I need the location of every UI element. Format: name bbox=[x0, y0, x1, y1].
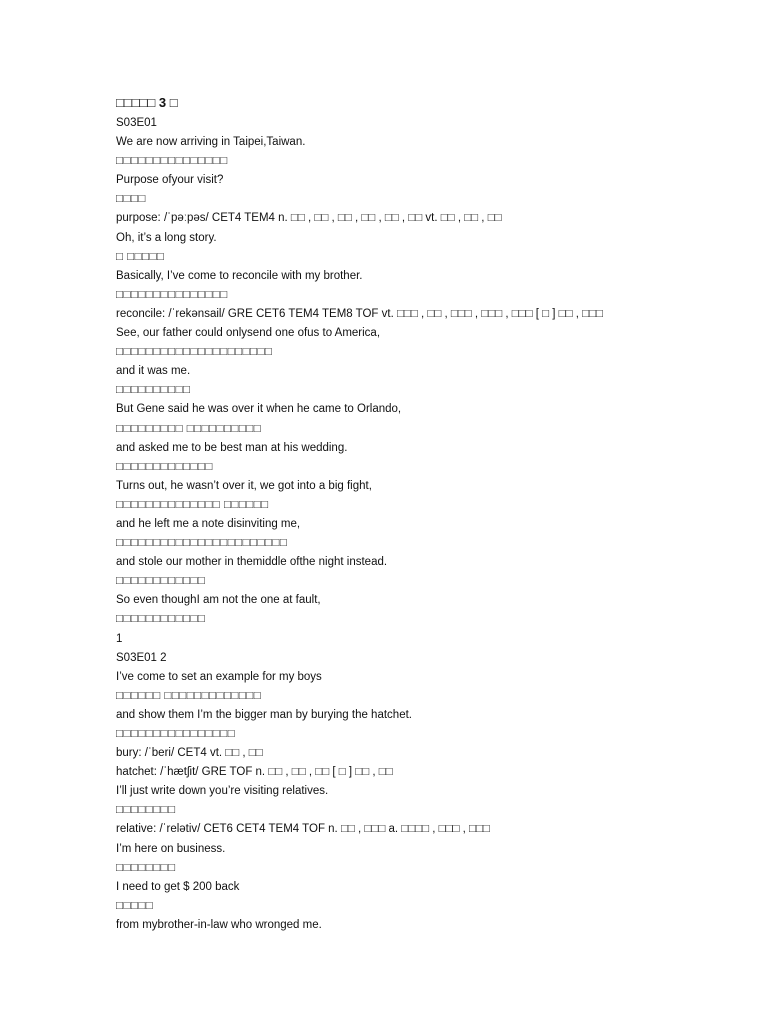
transcript-line: Purpose ofyour visit? bbox=[116, 174, 224, 187]
transcript-line: We are now arriving in Taipei,Taiwan. bbox=[116, 136, 306, 149]
translation-line: □□□□□□□□□□□□□□ □□□□□□ bbox=[116, 498, 269, 511]
translation-line: □□□□□□□□□□□□ bbox=[116, 613, 206, 626]
document-title: □□□□□ 3 □ bbox=[116, 95, 178, 110]
transcript-line: But Gene said he was over it when he came to Orlando, bbox=[116, 403, 402, 416]
transcript-line: 1 bbox=[116, 632, 123, 645]
transcript-line: and asked me to be best man at his wedding. bbox=[116, 441, 348, 454]
transcript-line: I need to get $ 200 back bbox=[116, 880, 240, 893]
translation-line: □□□□□ bbox=[116, 899, 154, 912]
transcript-line: So even thoughI am not the one at fault, bbox=[116, 594, 321, 607]
translation-line: □□□□□□□□□ □□□□□□□□□□ bbox=[116, 422, 262, 435]
translation-line: □□□□□□□□ bbox=[116, 861, 176, 874]
translation-line: □□□□□□□□□□□□ bbox=[116, 575, 206, 588]
translation-line: □ □□□□□ bbox=[116, 250, 165, 263]
transcript-line: and it was me. bbox=[116, 365, 191, 378]
transcript-line: from mybrother-in-law who wronged me. bbox=[116, 918, 322, 931]
transcript-line: Oh, it’s a long story. bbox=[116, 231, 217, 244]
transcript-line: and show them I’m the bigger man by burying the hatchet. bbox=[116, 708, 412, 721]
transcript-line: I’ve come to set an example for my boys bbox=[116, 670, 322, 683]
translation-line: □□□□□□□□□□□□□□□ bbox=[116, 155, 228, 168]
transcript-line: bury: /ˈberi/ CET4 vt. □□ , □□ bbox=[116, 747, 263, 760]
transcript-line: Turns out, he wasn’t over it, we got into a big fight, bbox=[116, 479, 372, 492]
transcript-line: and stole our mother in themiddle ofthe night instead. bbox=[116, 556, 388, 569]
transcript-line: relative: /ˈrelətiv/ CET6 CET4 TEM4 TOF n. □□ , □□□ a. □□□□ , □□□ , □□□ bbox=[116, 823, 490, 836]
translation-line: □□□□□□□□□□□□□□□□ bbox=[116, 728, 236, 740]
transcript-line: hatchet: /ˈhætʃit/ GRE TOF n. □□ , □□ , □□ [ □ ] □□ , □□ bbox=[116, 766, 393, 779]
transcript-line: S03E01 2 bbox=[116, 651, 167, 664]
translation-line: □□□□□□□□□□□□□□□□□□□□□ bbox=[116, 346, 273, 359]
transcript-line: I’m here on business. bbox=[116, 842, 226, 855]
transcript-line: purpose: /ˈpəːpəs/ CET4 TEM4 n. □□ , □□ , □□ , □□ , □□ , □□ vt. □□ , □□ , □□ bbox=[116, 212, 502, 225]
transcript-line: reconcile: /ˈrekənsail/ GRE CET6 TEM4 TEM8 TOF vt. □□□ , □□ , □□□ , □□□ , □□□ [ □ ] □□ , □□□ bbox=[116, 307, 603, 320]
transcript-line: I’ll just write down you’re visiting relatives. bbox=[116, 785, 329, 798]
translation-line: □□□□□□□□ bbox=[116, 804, 176, 817]
translation-line: □□□□□□□□□□□□□□□□□□□□□□□ bbox=[116, 537, 288, 550]
translation-line: □□□□□□ □□□□□□□□□□□□□ bbox=[116, 689, 262, 702]
document-page bbox=[116, 93, 656, 935]
translation-line: □□□□ bbox=[116, 193, 146, 206]
transcript-line: See, our father could onlysend one ofus to America, bbox=[116, 327, 381, 340]
transcript-lines bbox=[116, 114, 656, 935]
translation-line: □□□□□□□□□□□□□□□ bbox=[116, 288, 228, 301]
translation-line: □□□□□□□□□□□□□ bbox=[116, 460, 213, 473]
transcript-line: and he left me a note disinviting me, bbox=[116, 517, 301, 530]
transcript-line: Basically, I’ve come to reconcile with my brother. bbox=[116, 269, 363, 282]
translation-line: □□□□□□□□□□ bbox=[116, 384, 191, 397]
transcript-line: S03E01 bbox=[116, 117, 157, 129]
